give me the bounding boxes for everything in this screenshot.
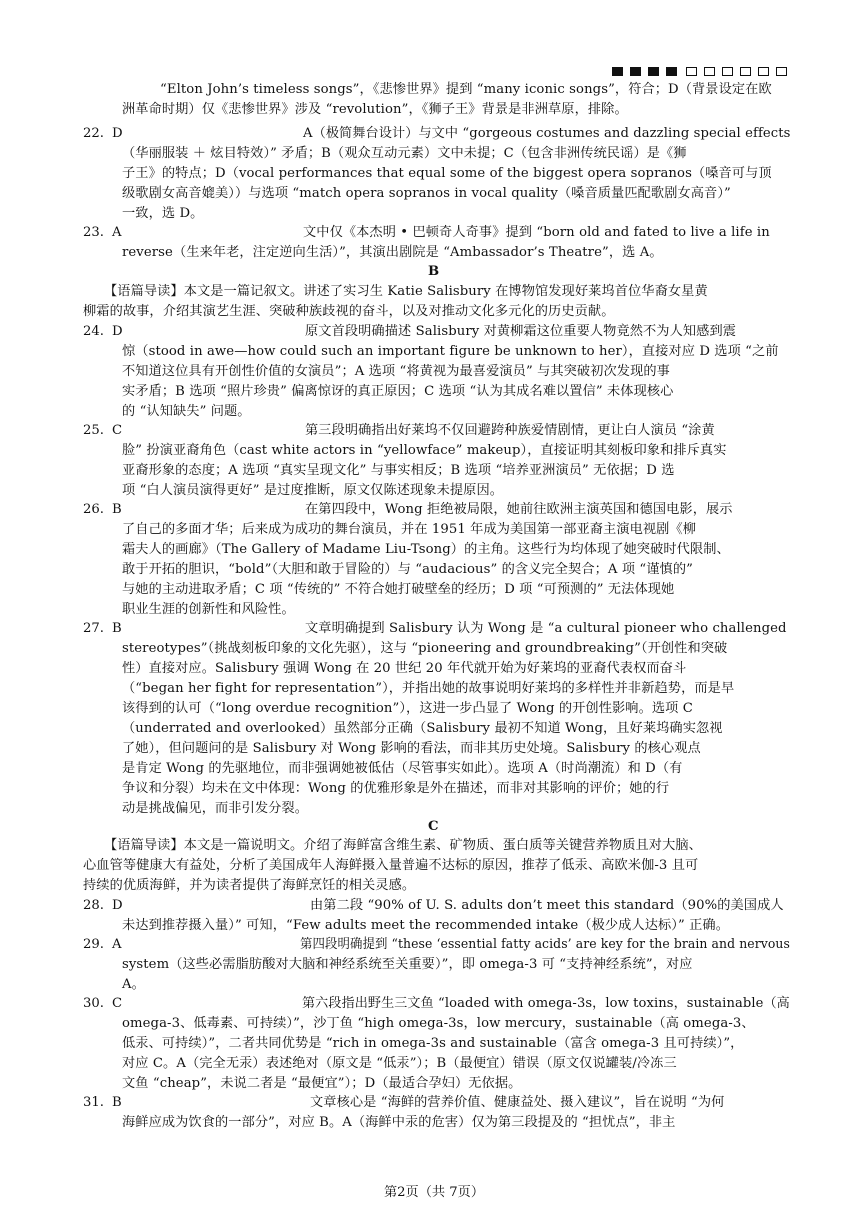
- explanation-line: 级歌剧女高音媲美））与选项 “match opera sopranos in vocal quality（嗓音质量匹配歌剧女高音）”: [122, 186, 731, 201]
- explanation-line: 项 “白人演员演得更好” 是过度推断，原文仅陈述现象未提原因。: [122, 483, 504, 498]
- explanation-line: A（极简舞台设计）与文中 “gorgeous costumes and dazzling special effects: [303, 126, 791, 141]
- question-number: 29.: [83, 937, 104, 952]
- explanation-line: 敢于开拓的胆识，“bold”（大胆和敢于冒险的）与 “audacious” 的含义完全契合；A 项 “谨慎的”: [122, 562, 693, 577]
- continuation-line: 洲革命时期）仅《悲惨世界》涉及 “revolution”，《狮子王》背景是非洲草原，排除。: [122, 102, 628, 117]
- progress-box-filled: [666, 67, 677, 76]
- answer-letter: C: [112, 423, 123, 438]
- explanation-line: 原文首段明确描述 Salisbury 对黄柳霜这位重要人物竟然不为人知感到震: [305, 324, 737, 339]
- question-number: 28.: [83, 898, 104, 913]
- explanation-line: 未达到推荐摄入量）” 可知，“Few adults meet the recommended intake（极少成人达标）” 正确。: [122, 918, 729, 933]
- explanation-line: A。: [122, 977, 145, 992]
- section-letter-c: C: [428, 819, 439, 834]
- passage-guide-line: 柳霜的故事，介绍其演艺生涯、突破种族歧视的奋斗，以及对推动文化多元化的历史贡献。: [83, 304, 615, 319]
- explanation-line: 惊（stood in awe—how could such an important figure be unknown to her），直接对应 D 选项 “之前: [122, 344, 779, 359]
- answer-letter: D: [112, 324, 123, 339]
- progress-box-filled: [630, 67, 641, 76]
- page-footer: 第2页（共 7页）: [383, 1185, 485, 1200]
- explanation-line: 由第二段 “90% of U. S. adults don’t meet this standard（90%的美国成人: [310, 898, 784, 913]
- explanation-line: 文鱼 “cheap”，未说二者是 “最便宜”）；D（最适合孕妇）无依据。: [122, 1076, 522, 1091]
- explanation-line: 文章明确提到 Salisbury 认为 Wong 是 “a cultural pioneer who challenged: [305, 621, 787, 636]
- explanation-line: 脸” 扮演亚裔角色（cast white actors in “yellowface” makeup），直接证明其刻板印象和排斥真实: [122, 443, 727, 458]
- passage-guide-line: 【语篇导读】本文是一篇说明文。介绍了海鲜富含维生素、矿物质、蛋白质等关键营养物质且对大脑、: [104, 838, 702, 853]
- answer-letter: A: [112, 937, 122, 952]
- explanation-line: 子王》的特点；D（vocal performances that equal some of the biggest opera sopranos（嗓音可与顶: [122, 166, 772, 181]
- explanation-line: 第六段指出野生三文鱼 “loaded with omega-3s，low toxins，sustainable（高: [302, 996, 790, 1011]
- explanation-line: system（这些必需脂肪酸对大脑和神经系统至关重要）”，即 omega-3 可 “支持神经系统”，对应: [122, 957, 693, 972]
- explanation-line: 实矛盾；B 选项 “照片珍贵” 偏离惊讶的真正原因；C 选项 “认为其成名难以置信” 未体现核心: [122, 384, 674, 399]
- answer-letter: A: [112, 225, 122, 240]
- answer-letter: B: [112, 621, 122, 636]
- explanation-line: 对应 C。A（完全无汞）表述绝对（原文是 “低汞”）；B（最便宜）错误（原文仅说罐装/冷冻三: [122, 1056, 677, 1071]
- explanation-line: 一致，选 D。: [122, 206, 204, 221]
- answer-letter: B: [112, 1095, 122, 1110]
- explanation-line: 了她），但问题问的是 Salisbury 对 Wong 影响的看法，而非其历史处境。Salisbury 的核心观点: [122, 741, 701, 756]
- progress-box-empty: [722, 67, 733, 76]
- progress-box-empty: [758, 67, 769, 76]
- question-number: 26.: [83, 502, 104, 517]
- explanation-line: 不知道这位具有开创性价值的女演员”；A 选项 “将黄视为最喜爱演员” 与其突破初次发现的事: [122, 364, 670, 379]
- progress-box-filled: [612, 67, 623, 76]
- explanation-line: 霜夫人的画廊》（The Gallery of Madame Liu-Tsong）的主角。这些行为均体现了她突破时代限制、: [122, 542, 730, 557]
- progress-box-empty: [740, 67, 751, 76]
- explanation-line: 亚裔形象的态度；A 选项 “真实呈现文化” 与事实相反；B 选项 “培养亚洲演员” 无依据；D 选: [122, 463, 675, 478]
- answer-letter: B: [112, 502, 122, 517]
- question-number: 23.: [83, 225, 104, 240]
- question-number: 22.: [83, 126, 104, 141]
- explanation-line: 与她的主动进取矛盾；C 项 “传统的” 不符合她打破壁垒的经历；D 项 “可预测的” 无法体现她: [122, 582, 675, 597]
- progress-box-empty: [686, 67, 697, 76]
- continuation-line: “Elton John’s timeless songs”，《悲惨世界》提到 “many iconic songs”，符合；D（背景设定在欧: [160, 82, 772, 97]
- explanation-line: 职业生涯的创新性和风险性。: [122, 602, 295, 617]
- explanation-line: 海鲜应成为饮食的一部分”，对应 B。A（海鲜中汞的危害）仅为第三段提及的 “担忧点”，非主: [122, 1115, 676, 1130]
- progress-box-empty: [704, 67, 715, 76]
- question-number: 31.: [83, 1095, 104, 1110]
- explanation-line: （“began her fight for representation”），并指出她的故事说明好莱坞的多样性并非新趋势，而是早: [122, 681, 735, 696]
- answer-letter: C: [112, 996, 123, 1011]
- explanation-line: stereotypes”（挑战刻板印象的文化先驱），这与 “pioneering and groundbreaking”（开创性和突破: [122, 641, 728, 656]
- explanation-line: 在第四段中，Wong 拒绝被局限，她前往欧洲主演英国和德国电影，展示: [305, 502, 733, 517]
- question-number: 25.: [83, 423, 104, 438]
- explanation-line: reverse（生来年老，注定逆向生活）”，其演出剧院是 “Ambassador’s Theatre”，选 A。: [122, 245, 663, 260]
- progress-box-filled: [648, 67, 659, 76]
- explanation-line: 性）直接对应。Salisbury 强调 Wong 在 20 世纪 20 年代就开始为好莱坞的亚裔代表权而奋斗: [122, 661, 687, 676]
- explanation-line: 低汞、可持续）”，二者共同优势是 “rich in omega-3s and sustainable（富含 omega-3 且可持续）”，: [122, 1036, 744, 1051]
- explanation-line: 动是挑战偏见，而非引发分裂。: [122, 801, 309, 816]
- explanation-line: （华丽服装 ＋ 炫目特效）” 矛盾；B（观众互动元素）文中未提；C（包含非洲传统民谣）是《狮: [122, 146, 687, 161]
- answer-letter: D: [112, 898, 123, 913]
- question-number: 27.: [83, 621, 104, 636]
- explanation-line: 争议和分裂）均未在文中体现：Wong 的优雅形象是外在描述，而非对其影响的评价；她的行: [122, 781, 670, 796]
- explanation-line: 该得到的认可（“long overdue recognition”），这进一步凸显了 Wong 的开创性影响。选项 C: [122, 701, 693, 716]
- passage-guide-line: 心血管等健康大有益处，分析了美国成年人海鲜摄入量普遍不达标的原因，推荐了低汞、高欧米伽-3 且可: [83, 858, 699, 873]
- passage-guide-line: 持续的优质海鲜，并为读者提供了海鲜烹饪的相关灵感。: [83, 878, 416, 893]
- explanation-line: omega-3、低毒素、可持续）”，沙丁鱼 “high omega-3s，low mercury，sustainable（高 omega-3、: [122, 1016, 755, 1031]
- explanation-line: 了自己的多面才华；后来成为成功的舞台演员，并在 1951 年成为美国第一部亚裔主演电视剧《柳: [122, 522, 697, 537]
- question-number: 30.: [83, 996, 104, 1011]
- explanation-line: 文中仅《本杰明 • 巴顿奇人奇事》提到 “born old and fated to live a life in: [303, 225, 770, 240]
- passage-guide-line: 【语篇导读】本文是一篇记叙文。讲述了实习生 Katie Salisbury 在博物馆发现好莱坞首位华裔女星黄: [104, 284, 708, 299]
- question-number: 24.: [83, 324, 104, 339]
- section-letter-b: B: [428, 264, 440, 279]
- answer-letter: D: [112, 126, 123, 141]
- explanation-line: 第三段明确指出好莱坞不仅回避跨种族爱情剧情，更让白人演员 “涂黄: [305, 423, 715, 438]
- explanation-line: （underrated and overlooked）虽然部分正确（Salisbury 最初不知道 Wong，且好莱坞确实忽视: [122, 721, 723, 736]
- explanation-line: 文章核心是 “海鲜的营养价值、健康益处、摄入建议”，旨在说明 “为何: [310, 1095, 725, 1110]
- progress-box-empty: [776, 67, 787, 76]
- explanation-line: 第四段明确提到 “these ‘essential fatty acids’ are key for the brain and nervous: [300, 937, 790, 952]
- explanation-line: 是肯定 Wong 的先驱地位，而非强调她被低估（尽管事实如此）。选项 A（时尚潮流）和 D（有: [122, 761, 683, 776]
- explanation-line: 的 “认知缺失” 问题。: [122, 404, 251, 419]
